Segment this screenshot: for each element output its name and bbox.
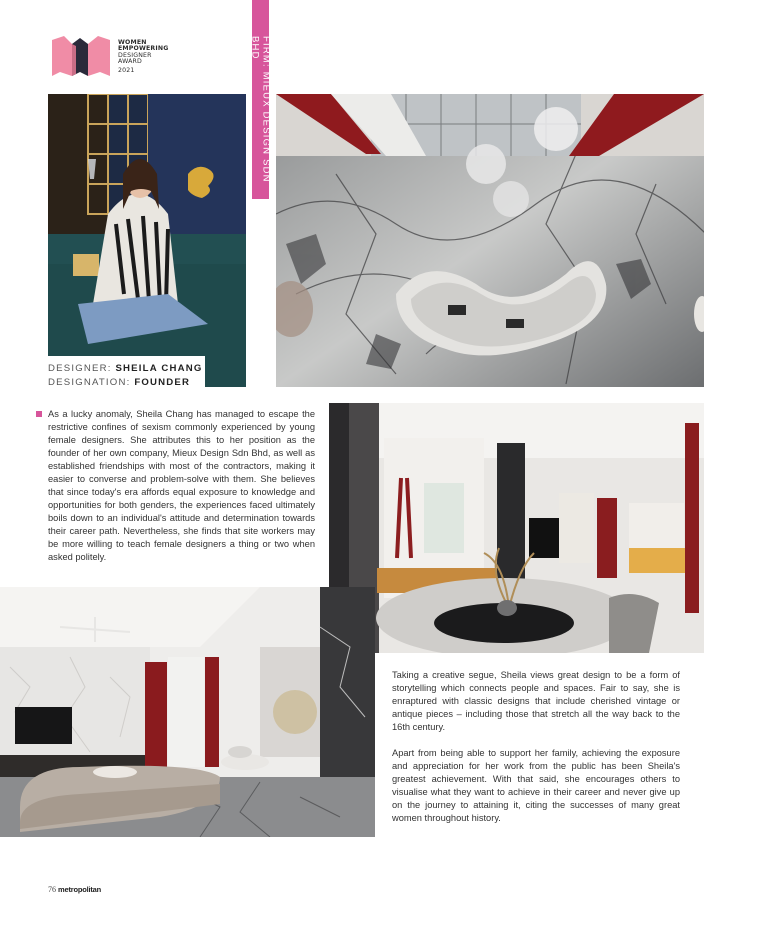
award-year: 2021: [118, 66, 135, 74]
hero-marble-floor-photo: [276, 94, 704, 387]
article-paragraph-2: Taking a creative segue, Sheila views great design to be a form of storytelling which connects people and spaces. Fair to say, she is enraptured with classic designs that include cherished vintage or antique pieces – including those that stretch all the way back to the 16th century.: [392, 670, 680, 732]
award-line-2: EMPOWERING: [118, 45, 169, 53]
designer-caption: [40, 356, 205, 388]
bullet-marker: [36, 411, 42, 417]
page-number: 76: [48, 885, 56, 894]
dining-room-photo: [329, 403, 704, 653]
designation-value: FOUNDER: [134, 377, 191, 388]
award-w-mark: [50, 36, 114, 78]
award-line-4: AWARD: [118, 58, 142, 66]
living-room-photo: [0, 587, 375, 837]
award-line-1: WOMEN: [118, 39, 147, 46]
designer-portrait-photo: [48, 94, 246, 387]
page-footer: [48, 885, 101, 894]
magazine-brand: metropolitan: [58, 885, 102, 894]
firm-label: FIRM: MIEUX DESIGN SDN BHD: [252, 22, 269, 199]
designation-label: DESIGNATION:: [48, 377, 131, 388]
article-paragraph-3: Apart from being able to support her family, achieving the exposure and appreciation for her work from the public has been Sheila's greatest achievement. With that said, she encourages others to visualise what they want to achieve in their career and never give up on the journey to attaining it, citing the successes of many great women throughout history.: [392, 748, 680, 823]
designer-label: DESIGNER:: [48, 363, 112, 374]
article-paragraph-1: As a lucky anomaly, Sheila Chang has managed to escape the restrictive confines of sexism commonly experienced by young female designers. She attributes this to her position as the founder of her own company, Mieux Design Sdn Bhd, as well as established friendships with most of the contractors, making it easier to converse and problem-solve with them. She believes that since today's era affords equal exposure to knowledge and opportunities for both genders, the experiences faced ultimately boils down to an individual's attitude and determination towards their career path. Nevertheless, she finds that site workers may be more willing to teach female designers a thing or two when asked politely.: [48, 409, 315, 562]
designer-name: SHEILA CHANG: [115, 363, 203, 374]
article-column-2: [392, 669, 680, 838]
award-line-3: DESIGNER: [118, 51, 152, 59]
firm-tab-accent: [252, 0, 269, 22]
award-logo: [50, 36, 180, 82]
award-text: [118, 40, 169, 74]
